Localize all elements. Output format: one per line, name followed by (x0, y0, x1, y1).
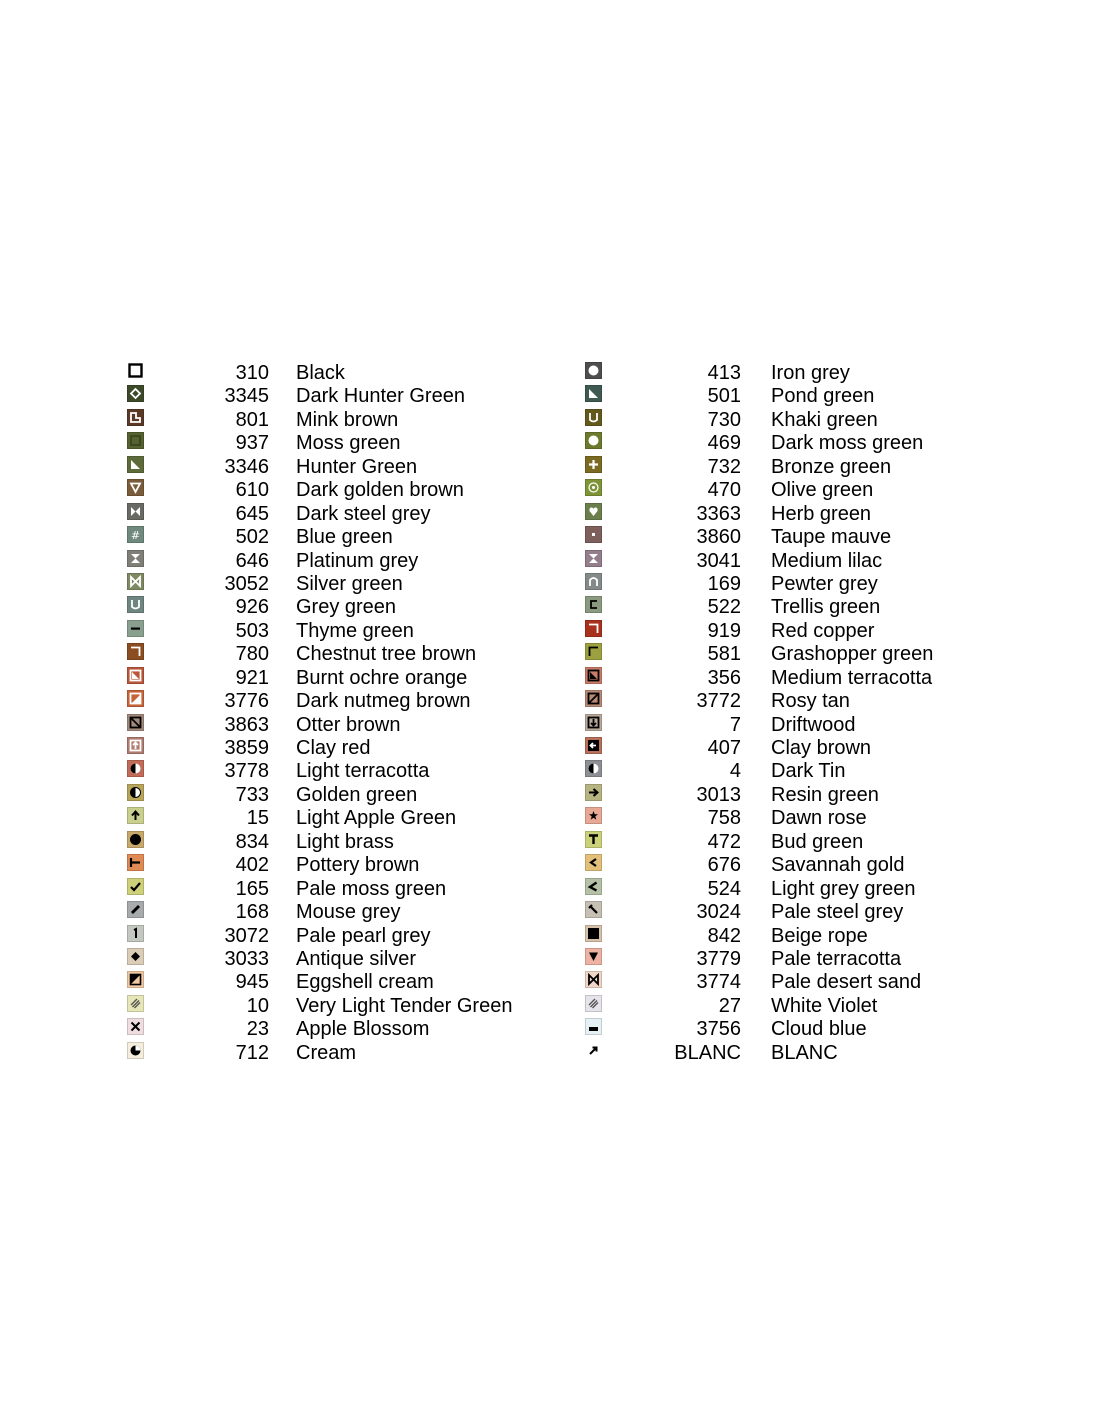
arrow-corner-icon (585, 1042, 602, 1059)
legend-row (585, 477, 1045, 500)
thread-color-name: Trellis green (771, 596, 881, 619)
legend-row (585, 993, 1045, 1016)
thread-color-name: Otter brown (296, 713, 401, 736)
thread-code: 926 (235, 596, 269, 619)
thread-color-name: Pale terracotta (771, 947, 902, 970)
svg-text:#: # (130, 529, 141, 543)
legend-row (585, 923, 1045, 946)
thread-color-name: Chestnut tree brown (296, 643, 477, 666)
legend-row (585, 665, 1045, 688)
thread-color-name: Taupe mauve (771, 526, 892, 549)
legend-row (585, 501, 1045, 524)
legend-row (127, 594, 587, 617)
down-triangle-icon (585, 948, 602, 965)
legend-row (127, 829, 587, 852)
thread-color-name: Bronze green (771, 455, 892, 478)
legend-row (585, 829, 1045, 852)
thread-code: 3346 (224, 455, 269, 478)
legend-row (127, 946, 587, 969)
heart-icon (585, 503, 602, 520)
corner-square-icon (127, 409, 144, 426)
thread-code: BLANC (674, 1041, 741, 1064)
bowtie-outline-icon (585, 971, 602, 988)
legend-row (585, 899, 1045, 922)
thread-code: 3779 (696, 947, 741, 970)
half-circle-light-icon (127, 784, 144, 801)
thread-color-name: Beige rope (771, 924, 868, 947)
thread-color-name: Grey green (296, 596, 397, 619)
thread-color-name: Medium terracotta (771, 666, 933, 689)
legend-row (585, 782, 1045, 805)
thread-color-name: Silver green (296, 572, 403, 595)
thread-code: 919 (707, 619, 741, 642)
diamond-icon (127, 948, 144, 965)
thread-color-name: Bud green (771, 830, 864, 853)
thread-color-name: Dark Tin (771, 760, 846, 783)
c-icon (585, 596, 602, 613)
thread-color-name: Mouse grey (296, 901, 401, 924)
legend-row (127, 571, 587, 594)
legend-row (127, 430, 587, 453)
thread-color-name: Light brass (296, 830, 394, 853)
cup-icon (585, 409, 602, 426)
thread-code: 3024 (696, 901, 741, 924)
thread-code: 3863 (224, 713, 269, 736)
arch-icon (585, 573, 602, 590)
thread-code: 503 (235, 619, 269, 642)
thread-color-name: Medium lilac (771, 549, 883, 572)
thread-code: 356 (707, 666, 741, 689)
legend-row (127, 969, 587, 992)
thread-color-name: Driftwood (771, 713, 856, 736)
legend-row (585, 594, 1045, 617)
right-arrow-icon (585, 784, 602, 801)
hash-icon (127, 526, 144, 543)
thread-color-name: Dark nutmeg brown (296, 690, 471, 713)
circle-outline-icon (585, 432, 602, 449)
thread-color-name: Golden green (296, 783, 418, 806)
legend-row (585, 688, 1045, 711)
thread-code: 921 (235, 666, 269, 689)
thread-color-name: Khaki green (771, 408, 878, 431)
thread-color-name: Pale desert sand (771, 971, 922, 994)
thread-code: 469 (707, 432, 741, 455)
thread-color-name: Light terracotta (296, 760, 430, 783)
legend-column-left (127, 360, 587, 1063)
thread-code: 524 (707, 877, 741, 900)
right-triangle-icon (127, 456, 144, 473)
legend-row (127, 501, 587, 524)
thread-code: 730 (707, 408, 741, 431)
stripes-icon (585, 995, 602, 1012)
hourglass-icon (127, 550, 144, 567)
legend-row (127, 688, 587, 711)
thread-color-name: Olive green (771, 479, 874, 502)
thread-code: 169 (707, 572, 741, 595)
star-circle-icon (127, 831, 144, 848)
thread-code: 310 (235, 362, 269, 384)
thread-code: 23 (246, 1018, 269, 1041)
legend-row (127, 548, 587, 571)
diagonal-box-icon (127, 667, 144, 684)
thread-color-name: Dark moss green (771, 432, 924, 455)
legend-row (127, 1040, 587, 1063)
thread-color-name: Burnt ochre orange (296, 666, 468, 689)
bowtie-outline-icon (127, 573, 144, 590)
thread-color-name: White Violet (771, 994, 878, 1017)
slash-triangle-icon (127, 690, 144, 707)
legend-row (585, 383, 1045, 406)
corner-bracket-icon (585, 620, 602, 637)
legend-row (585, 430, 1045, 453)
legend-row (585, 1040, 1045, 1063)
legend-row (127, 454, 587, 477)
check-icon (127, 878, 144, 895)
bowtie-icon (127, 503, 144, 520)
legend-row (127, 407, 587, 430)
thread-color-name: Dark golden brown (296, 479, 464, 502)
thread-color-name: Mink brown (296, 408, 399, 431)
thread-code: 3859 (224, 737, 269, 759)
thread-code: 472 (707, 830, 741, 853)
thread-color-name: Pond green (771, 385, 875, 408)
legend-row (585, 946, 1045, 969)
thread-code: 646 (235, 549, 269, 572)
thread-code: 15 (246, 807, 269, 830)
thread-color-name: Rosy tan (771, 690, 850, 713)
diagonal-box-icon (585, 667, 602, 684)
legend-row (127, 712, 587, 735)
legend-row (585, 618, 1045, 641)
thread-color-name: Dark Hunter Green (296, 385, 465, 408)
legend-row (585, 735, 1045, 758)
thread-code: 3363 (696, 502, 741, 525)
thread-code: 470 (707, 479, 741, 502)
legend-row (585, 758, 1045, 781)
legend-row (127, 360, 587, 383)
legend-row (585, 969, 1045, 992)
slash-box-icon (585, 690, 602, 707)
legend-row (127, 758, 587, 781)
legend-row (585, 524, 1045, 547)
thread-color-name: Eggshell cream (296, 971, 434, 994)
thread-color-name: Grashopper green (771, 643, 934, 666)
thread-color-name: Clay brown (771, 737, 872, 759)
legend-row (585, 407, 1045, 430)
down-triangle-outline-icon (127, 479, 144, 496)
thread-code: 4 (729, 760, 741, 783)
thread-color-name: Light Apple Green (296, 807, 457, 830)
thread-code: 407 (707, 737, 741, 759)
thread-code: 3778 (224, 760, 269, 783)
minus-icon (127, 620, 144, 637)
thread-code: 3041 (696, 549, 741, 572)
cup-icon (127, 596, 144, 613)
thread-code: 402 (235, 854, 269, 877)
thread-code: 834 (235, 830, 269, 853)
thread-code: 501 (707, 385, 741, 408)
thread-color-name: Very Light Tender Green (296, 994, 513, 1017)
target-icon (585, 479, 602, 496)
ball-icon (127, 1042, 144, 1059)
hourglass-icon (585, 550, 602, 567)
corner-bracket-icon (127, 643, 144, 660)
thread-color-name: Pale steel grey (771, 901, 904, 924)
star-box-icon (585, 925, 602, 942)
thread-color-name: Blue green (296, 526, 393, 549)
legend-row (585, 1016, 1045, 1039)
legend-row (127, 876, 587, 899)
hammer-icon (585, 901, 602, 918)
thread-code: 7 (729, 713, 741, 736)
half-box-icon (127, 971, 144, 988)
legend-row (127, 852, 587, 875)
thread-code: 165 (235, 877, 269, 900)
legend-row (127, 477, 587, 500)
thread-color-name: Dark steel grey (296, 502, 431, 525)
thread-code: 645 (235, 502, 269, 525)
tee-icon (127, 854, 144, 871)
legend-row (127, 993, 587, 1016)
thread-color-name: Iron grey (771, 362, 850, 384)
half-circle-icon (127, 760, 144, 777)
legend-row (585, 571, 1045, 594)
thread-code: 780 (235, 643, 269, 666)
thread-color-name: Red copper (771, 619, 875, 642)
bottom-bar-icon (585, 1018, 602, 1035)
thread-code: 3033 (224, 947, 269, 970)
chevron-left-icon (585, 854, 602, 871)
dot-icon (585, 526, 602, 543)
star-icon (585, 807, 602, 824)
pencil-icon (127, 901, 144, 918)
legend-row (585, 454, 1045, 477)
thread-code: 581 (707, 643, 741, 666)
thread-color-name: Savannah gold (771, 854, 905, 877)
x-icon (127, 1018, 144, 1035)
thread-color-name: Black (296, 362, 345, 384)
thread-code: 842 (707, 924, 741, 947)
thread-code: 3052 (224, 572, 269, 595)
thread-color-name: Pottery brown (296, 854, 420, 877)
thread-code: 945 (235, 971, 269, 994)
thread-color-name: Apple Blossom (296, 1018, 430, 1041)
up-arrow-box-icon (127, 737, 144, 754)
thread-code: 610 (235, 479, 269, 502)
legend-row (127, 923, 587, 946)
thread-code: 733 (235, 783, 269, 806)
thread-color-name: Herb green (771, 502, 872, 525)
legend-row (127, 805, 587, 828)
legend-row (127, 524, 587, 547)
thread-color-name: Dawn rose (771, 807, 867, 830)
thread-code: 3772 (696, 690, 741, 713)
thread-code: 413 (707, 362, 741, 384)
thread-color-name: Platinum grey (296, 549, 419, 572)
circle-outline-icon (585, 362, 602, 379)
inner-square-icon (127, 432, 144, 449)
half-circle-icon (585, 760, 602, 777)
up-arrow-icon (127, 807, 144, 824)
legend-row (127, 1016, 587, 1039)
thread-code: 801 (235, 408, 269, 431)
leaf-icon (585, 878, 602, 895)
legend-row (585, 360, 1045, 383)
thread-code: 168 (235, 901, 269, 924)
legend-row (585, 641, 1045, 664)
thread-color-name: Thyme green (296, 619, 414, 642)
legend-column-right (585, 360, 1045, 1063)
legend-row (585, 852, 1045, 875)
thread-code: 712 (235, 1041, 269, 1064)
legend-row (127, 782, 587, 805)
legend-row (127, 735, 587, 758)
thread-code: 676 (707, 854, 741, 877)
thread-code: 3756 (696, 1018, 741, 1041)
thread-code: 3072 (224, 924, 269, 947)
left-arrow-box-icon (585, 737, 602, 754)
down-arrow-box-icon (585, 714, 602, 731)
legend-row (127, 618, 587, 641)
legend-row (585, 712, 1045, 735)
diamond-outline-icon (127, 385, 144, 402)
thread-code: 3013 (696, 783, 741, 806)
legend-row (127, 383, 587, 406)
thread-color-name: Cream (296, 1041, 357, 1064)
thread-color-name: Resin green (771, 783, 879, 806)
legend-row (127, 641, 587, 664)
thread-color-name: Antique silver (296, 947, 417, 970)
one-icon (127, 925, 144, 942)
legend-row (127, 899, 587, 922)
thread-code: 27 (718, 994, 741, 1017)
stripes-icon (127, 995, 144, 1012)
thread-color-name: Clay red (296, 737, 371, 759)
thread-color-name: Light grey green (771, 877, 916, 900)
legend-row (585, 548, 1045, 571)
thread-code: 502 (235, 526, 269, 549)
corner-l-icon (585, 643, 602, 660)
thread-code: 758 (707, 807, 741, 830)
thread-color-name: BLANC (771, 1041, 838, 1064)
thread-color-name: Moss green (296, 432, 401, 455)
plus-icon (585, 456, 602, 473)
thread-code: 732 (707, 455, 741, 478)
thread-color-name: Hunter Green (296, 455, 418, 478)
legend-row (585, 805, 1045, 828)
legend-row (127, 665, 587, 688)
right-triangle-icon (585, 385, 602, 402)
thread-code: 937 (235, 432, 269, 455)
thread-code: 3776 (224, 690, 269, 713)
legend-row (585, 876, 1045, 899)
thread-color-name: Cloud blue (771, 1018, 867, 1041)
hatched-box-icon (127, 714, 144, 731)
thread-code: 10 (246, 994, 269, 1017)
thread-code: 3774 (696, 971, 741, 994)
thread-color-name: Pale pearl grey (296, 924, 431, 947)
thread-color-name: Pewter grey (771, 572, 878, 595)
thread-color-name: Pale moss green (296, 877, 447, 900)
square-outline-icon (127, 362, 144, 379)
t-icon (585, 831, 602, 848)
thread-code: 3860 (696, 526, 741, 549)
thread-code: 522 (707, 596, 741, 619)
thread-code: 3345 (224, 385, 269, 408)
